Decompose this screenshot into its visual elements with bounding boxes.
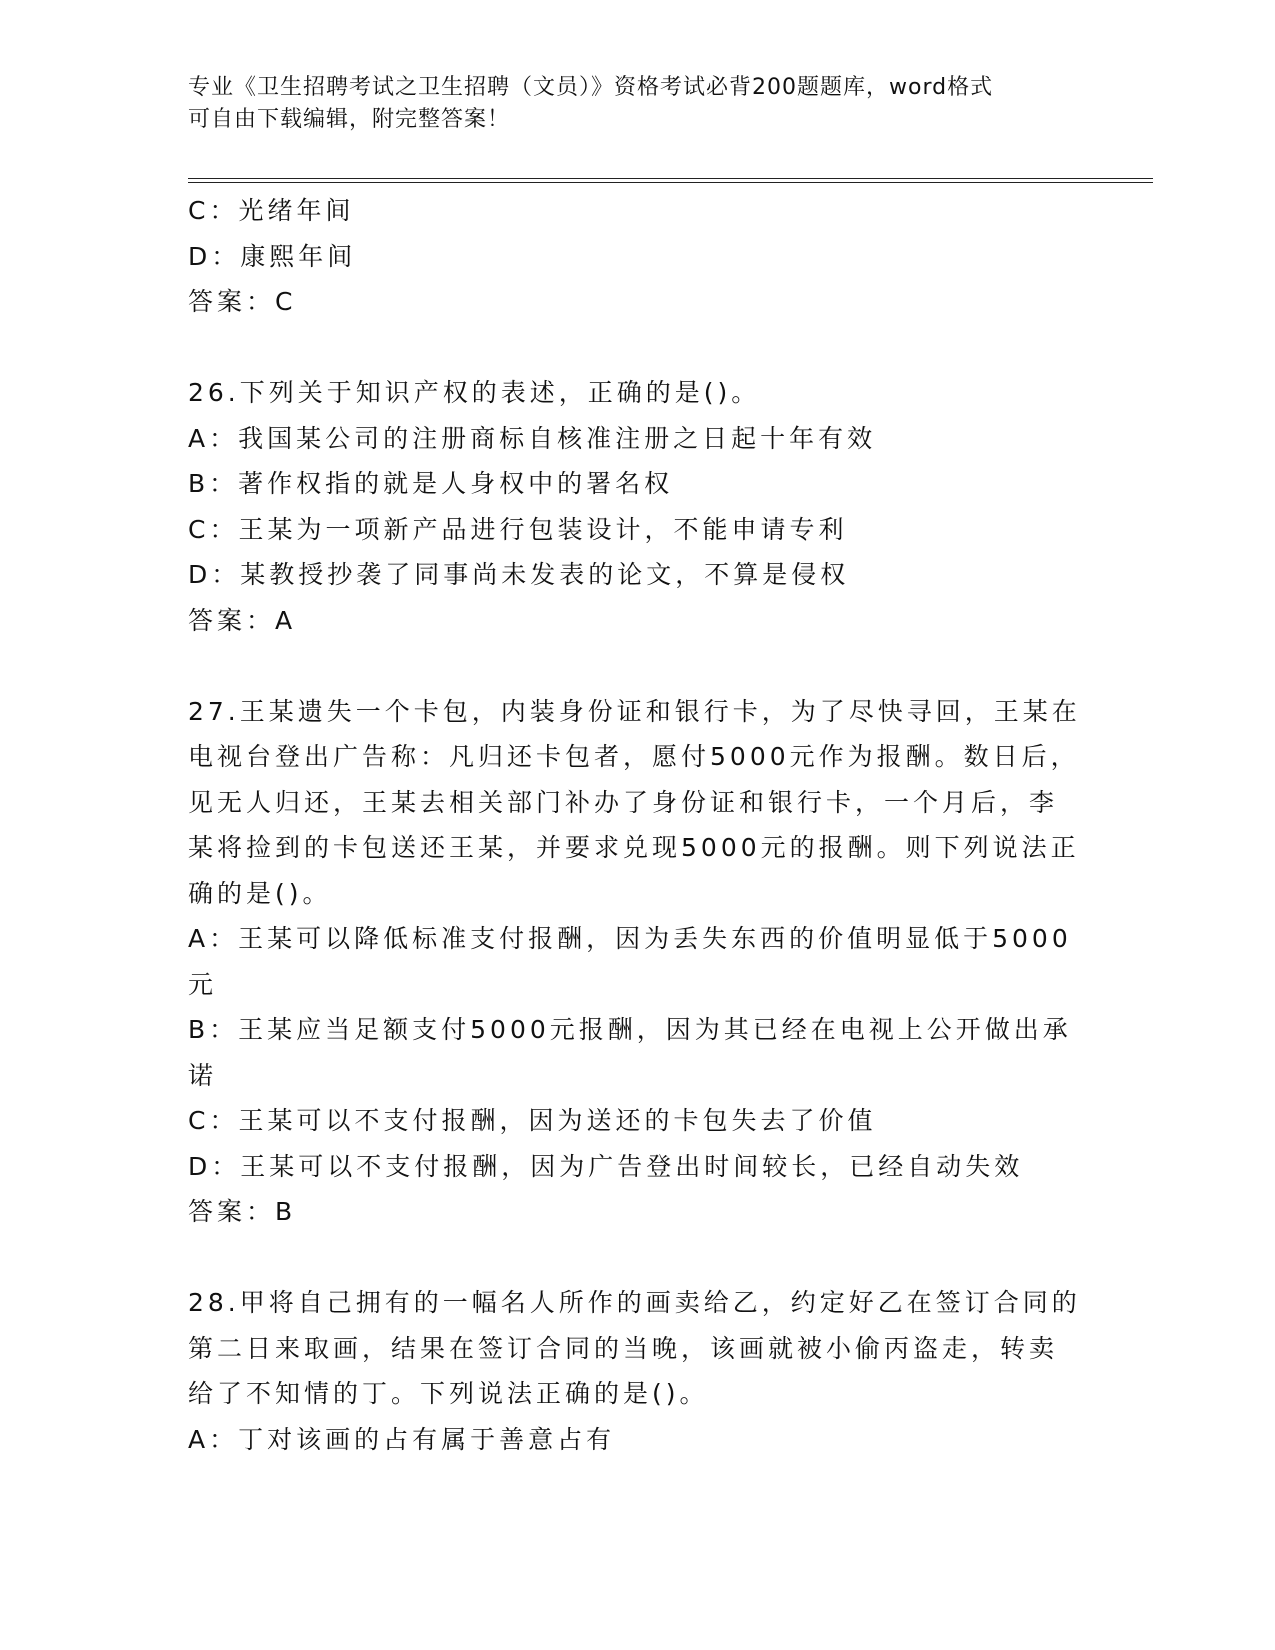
question-gap — [188, 643, 1088, 689]
header-rule-top — [188, 178, 1153, 179]
header-line-1: 专业《卫生招聘考试之卫生招聘（文员）》资格考试必背200题题库，word格式 — [188, 75, 994, 100]
document-header — [188, 72, 1088, 136]
header-line-2: 可自由下载编辑，附完整答案！ — [188, 107, 511, 132]
question-25-tail — [188, 188, 1088, 325]
option-d: D：康熙年间 — [188, 241, 357, 271]
answer: 答案：C — [188, 287, 297, 316]
question-stem-line: 确的是()。 — [188, 878, 332, 908]
option-c: C：光绪年间 — [188, 196, 355, 225]
option-d: D：王某可以不支付报酬，因为广告登出时间较长，已经自动失效 — [188, 1151, 1024, 1181]
option-a: A：王某可以降低标准支付报酬，因为丢失东西的价值明显低于5000 — [188, 924, 1072, 953]
option-b: B：王某应当足额支付5000元报酬，因为其已经在电视上公开做出承 — [188, 1015, 1072, 1044]
option-a-continued: 元 — [188, 969, 218, 999]
question-27 — [188, 689, 1088, 1235]
question-26 — [188, 370, 1088, 643]
question-gap — [188, 1235, 1088, 1281]
option-c: C：王某为一项新产品进行包装设计，不能申请专利 — [188, 514, 848, 544]
option-a: A：我国某公司的注册商标自核准注册之日起十年有效 — [188, 423, 877, 453]
answer: 答案：B — [188, 1197, 297, 1226]
answer: 答案：A — [188, 605, 297, 635]
option-a: A：丁对该画的占有属于善意占有 — [188, 1424, 616, 1454]
option-b: B：著作权指的就是人身权中的署名权 — [188, 469, 674, 498]
header-rule-bottom — [188, 182, 1153, 183]
question-stem-line: 电视台登出广告称：凡归还卡包者，愿付5000元作为报酬。数日后， — [188, 742, 1080, 771]
question-stem-line: 给了不知情的丁。下列说法正确的是()。 — [188, 1379, 709, 1408]
option-d: D：某教授抄袭了同事尚未发表的论文，不算是侵权 — [188, 560, 850, 589]
question-list — [188, 188, 1088, 1462]
question-stem-line: 见无人归还，王某去相关部门补办了身份证和银行卡，一个月后，李 — [188, 787, 1059, 817]
question-28 — [188, 1280, 1088, 1462]
question-stem: 26.下列关于知识产权的表述，正确的是()。 — [188, 378, 761, 407]
option-b-continued: 诺 — [188, 1060, 218, 1090]
question-stem-line: 27.王某遗失一个卡包，内装身份证和银行卡，为了尽快寻回，王某在 — [188, 696, 1081, 726]
question-stem-line: 第二日来取画，结果在签订合同的当晚，该画就被小偷丙盗走，转卖 — [188, 1333, 1059, 1363]
question-gap — [188, 325, 1088, 371]
question-stem-line: 某将捡到的卡包送还王某，并要求兑现5000元的报酬。则下列说法正 — [188, 833, 1080, 862]
question-stem-line: 28.甲将自己拥有的一幅名人所作的画卖给乙，约定好乙在签订合同的 — [188, 1288, 1081, 1317]
option-c: C：王某可以不支付报酬，因为送还的卡包失去了价值 — [188, 1106, 877, 1135]
